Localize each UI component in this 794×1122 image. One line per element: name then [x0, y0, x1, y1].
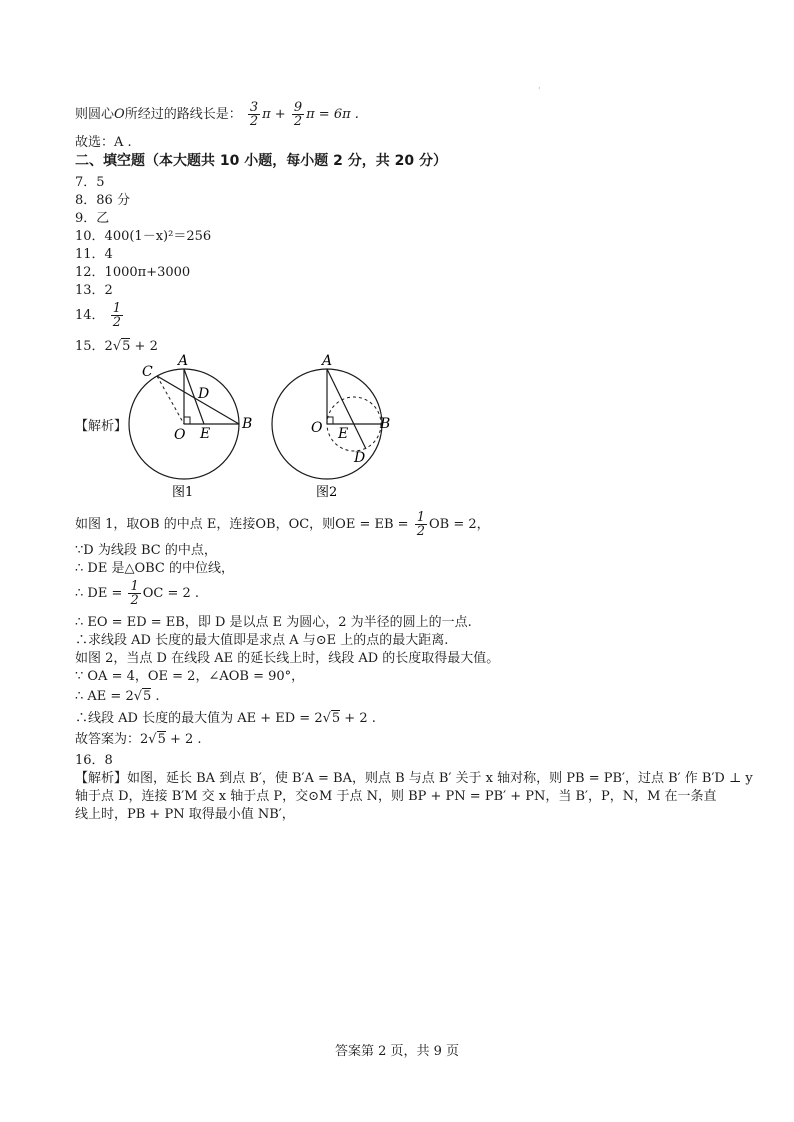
- label-e: E: [200, 426, 211, 442]
- solution-line-7: 如图 2，当点 D 在线段 AE 的延长线上时，线段 AD 的长度取得最大值。: [75, 651, 500, 666]
- label-d: D: [198, 386, 210, 402]
- path-text: 则圆心: [75, 107, 115, 122]
- answer-16: 16．8: [75, 753, 113, 768]
- point-o: O: [114, 107, 125, 122]
- fraction-1-2: $\frac{1}{2}$: [416, 510, 425, 539]
- figure-2-caption: 图2: [316, 485, 338, 500]
- answer-12: 12．1000π+3000: [75, 265, 191, 280]
- label-c: C: [142, 364, 153, 380]
- jiexi-label: 【解析】: [75, 419, 128, 434]
- page-footer: 答案第 2 页，共 9 页: [334, 1044, 460, 1059]
- answer-7: 7．5: [75, 175, 105, 190]
- solution-line-1: 如图 1，取OB 的中点 E，连接OB，OC，则OE = EB = $\frac{1}{2}$ OB = 2，: [75, 510, 490, 539]
- fraction-1-2: $\frac{1}{2}$: [130, 579, 139, 608]
- sol16-line-1: 【解析】如图，延长 BA 到点 B′，使 B′A = BA，则点 B 与点 B′ 关于 x 轴对称，则 PB = PB′，过点 B′ 作 B′D ⊥ y: [75, 771, 753, 786]
- answer-15: 15．2√5 + 2: [75, 339, 158, 354]
- answer-8: 8．86 分: [75, 193, 130, 208]
- answer-11: 11．4: [75, 247, 113, 262]
- answer-10: 10．400(1－x)²＝256: [75, 229, 212, 244]
- sol16-line-3: 线上时，PB + PN 取得最小值 NB′，: [75, 807, 295, 822]
- solution-line-3: ∴ DE 是△OBC 的中位线，: [75, 561, 234, 576]
- figure-1: [124, 352, 260, 502]
- label-a: A: [322, 353, 333, 369]
- fraction-1-2: $\frac{1}{2}$: [112, 301, 121, 330]
- segment-oc-dashed: [157, 376, 184, 424]
- figure-1-caption: 图1: [172, 485, 194, 500]
- pi-result: π = 6π .: [306, 107, 359, 122]
- right-angle-mark: [184, 417, 190, 424]
- solution-line-11: 故答案为：2√5 + 2 .: [75, 732, 202, 747]
- label-a: A: [178, 353, 189, 369]
- solution-line-10: ∴线段 AD 长度的最大值为 AE + ED = 2√5 + 2 .: [75, 711, 376, 726]
- fraction-3-2: $\frac{3}{2}$: [249, 100, 259, 129]
- answer-9: 9．乙: [75, 211, 110, 226]
- answer-13: 13．2: [75, 283, 113, 298]
- solution-line-2: ∵D 为线段 BC 的中点，: [75, 543, 217, 558]
- fraction-9-2: $\frac{9}{2}$: [293, 100, 303, 129]
- figure-2: [268, 352, 404, 502]
- path-length-line: [75, 101, 359, 128]
- solution-line-5: ∴ EO = ED = EB，即 D 是以点 E 为圆心，2 为半径的圆上的一点.: [75, 615, 472, 630]
- label-o: O: [174, 427, 186, 443]
- choice-line: 故选：A .: [75, 135, 132, 150]
- label-b: B: [380, 416, 391, 432]
- solution-line-9: ∴ AE = 2√5 .: [75, 689, 160, 704]
- path-text-2: 所经过的路线长是：: [124, 107, 242, 122]
- solution-line-6: ∴求线段 AD 长度的最大值即是求点 A 与⊙E 上的点的最大距离.: [75, 633, 449, 648]
- label-e: E: [338, 426, 349, 442]
- corner-mark: ·: [538, 84, 541, 93]
- sol16-line-2: 轴于点 D，连接 B′M 交 x 轴于点 P，交⊙M 于点 N，则 BP + PN = PB′ + PN，当 B′，P，N，M 在一条直: [75, 789, 717, 804]
- label-o: O: [311, 420, 323, 436]
- label-d: D: [354, 450, 366, 466]
- answer-14: 14． $\frac{1}{2}$: [75, 301, 121, 330]
- label-b: B: [242, 416, 253, 432]
- pi-term-1: π +: [262, 107, 286, 122]
- solution-line-4: ∴ DE = $\frac{1}{2}$ OC = 2 .: [75, 579, 200, 608]
- section-heading: 二、填空题（本大题共 10 小题，每小题 2 分，共 20 分）: [75, 153, 447, 169]
- solution-line-8: ∵ OA = 4，OE = 2，∠AOB = 90°，: [75, 669, 305, 684]
